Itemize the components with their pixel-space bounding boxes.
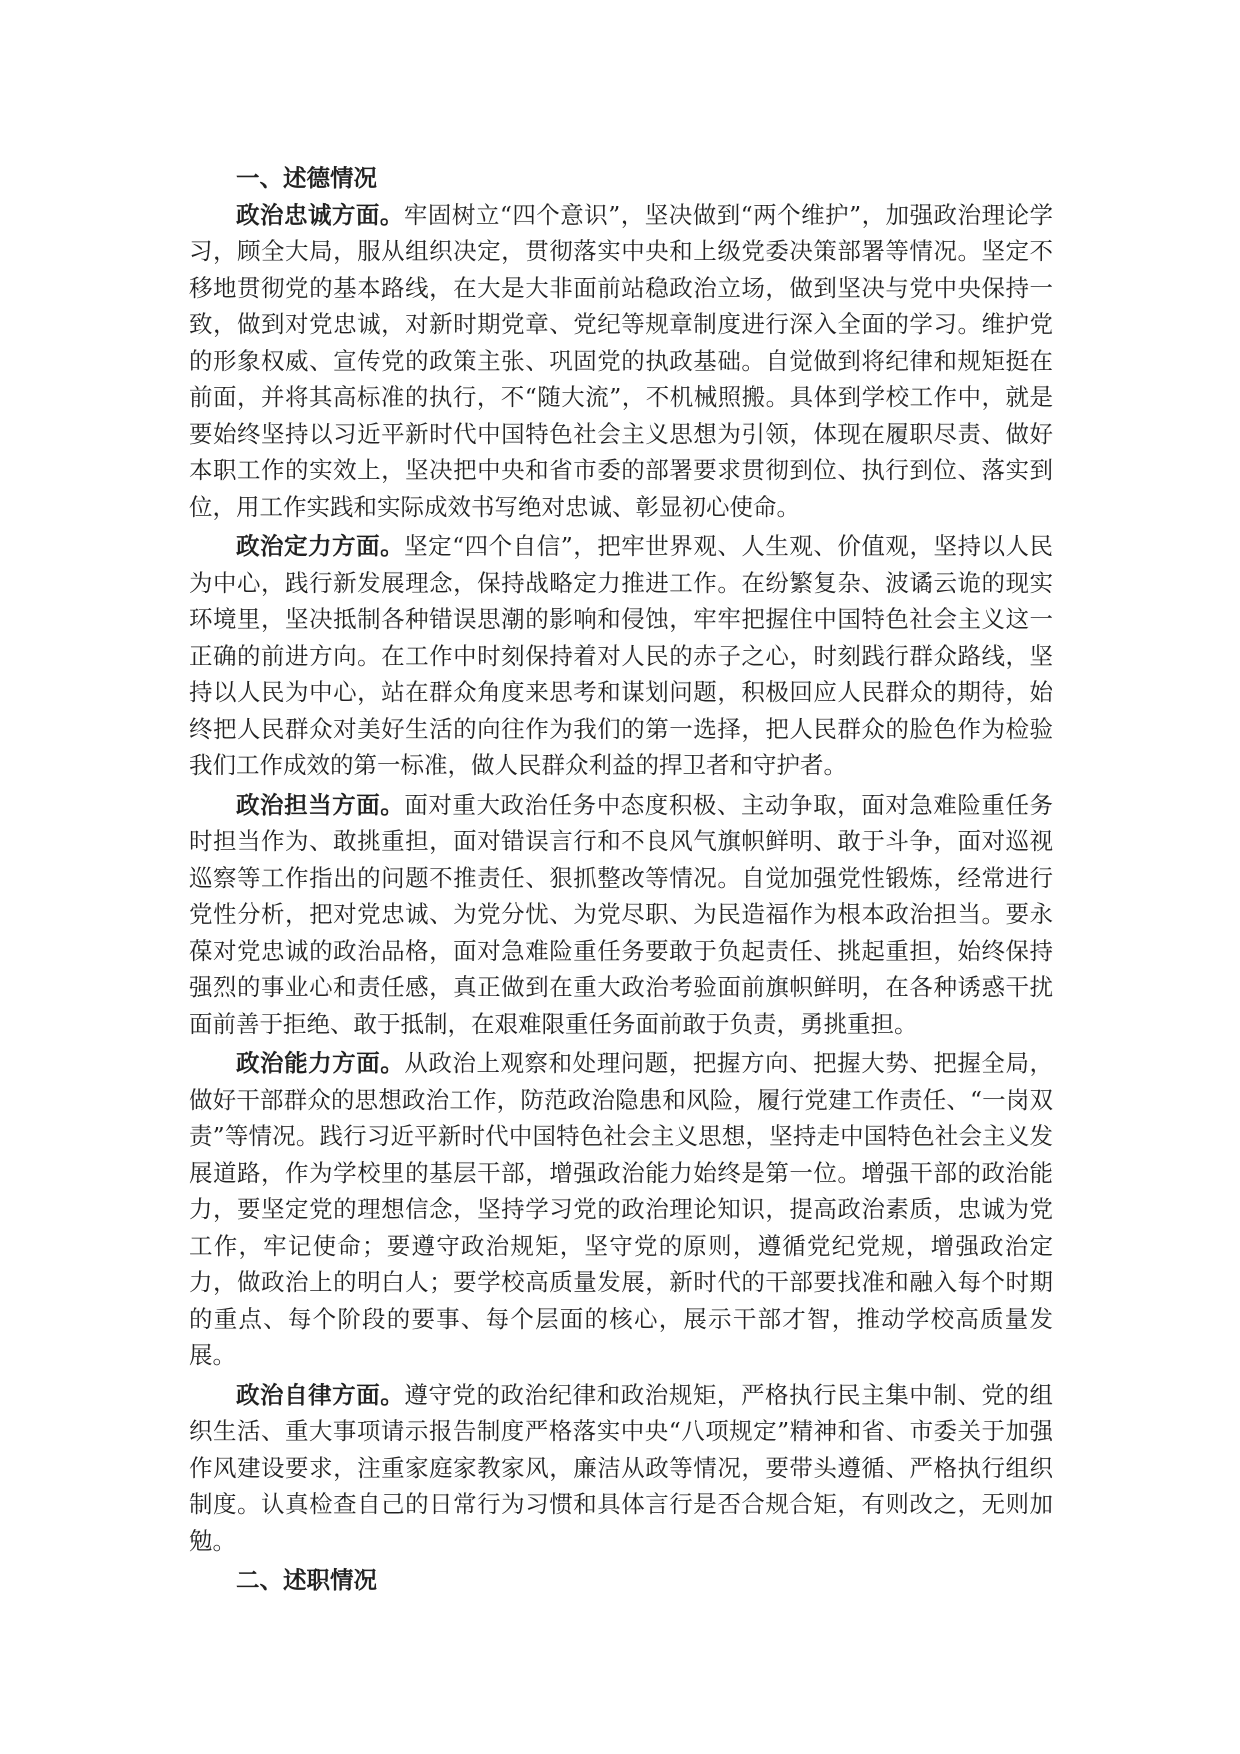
paragraph-lead: 政治自律方面。 [236, 1380, 405, 1409]
section-heading-1: 一、述德情况 [236, 164, 377, 192]
paragraph-body: 面对重大政治任务中态度积极、主动争取，面对急难险重任务时担当作为、敢挑重担，面对错误言行和不良风气旗帜鲜明、敢于斗争，面对巡视巡察等工作指出的问题不推责任、狠抓整改等情况。自觉加强党性锻炼，经常进行党性分析，把对党忠诚、为党分忧、为党尽职、为民造福作为根本政治担当。要永葆对党忠诚的政治品格，面对急难险重任务要敢于负起责任、挑起重担，始终保持强烈的事业心和责任感，真正做到在重大政治考验面前旗帜鲜明，在各种诱惑干扰面前善于拒绝、敢于抵制，在艰难限重任务面前敢于负责，勇挑重担。 [189, 790, 1054, 1038]
paragraph-political-discipline [189, 1377, 1053, 1560]
document-page [189, 160, 1053, 1599]
paragraph-body: 牢固树立“四个意识”，坚决做到“两个维护”，加强政治理论学习，顾全大局，服从组织决定，贯彻落实中央和上级党委决策部署等情况。坚定不移地贯彻党的基本路线，在大是大非面前站稳政治立场，做到坚决与党中央保持一致，做到对党忠诚，对新时期党章、党纪等规章制度进行深入全面的学习。维护党的形象权威、宣传党的政策主张、巩固党的执政基础。自觉做到将纪律和规矩挺在前面，并将其高标准的执行，不“随大流”，不机械照搬。具体到学校工作中，就是要始终坚持以习近平新时代中国特色社会主义思想为引领，体现在履职尽责、做好本职工作的实效上，坚决把中央和省市委的部署要求贯彻到位、执行到位、落实到位，用工作实践和实际成效书写绝对忠诚、彰显初心使命。 [189, 200, 1053, 521]
paragraph-lead: 政治定力方面。 [236, 532, 405, 560]
paragraph-body: 遵守党的政治纪律和政治规矩，严格执行民主集中制、党的组织生活、重大事项请示报告制度严格落实中央“八项规定”精神和省、市委关于加强作风建设要求，注重家庭家教家风，廉洁从政等情况，要带头遵循、严格执行组织制度。认真检查自己的日常行为习惯和具体言行是否合规合矩，有则改之，无则加勉。 [189, 1380, 1054, 1555]
paragraph-political-resolve [189, 528, 1053, 784]
paragraph-political-loyalty [189, 197, 1053, 526]
paragraph-lead: 政治忠诚方面。 [236, 200, 404, 229]
paragraph-lead: 政治能力方面。 [236, 1049, 405, 1077]
paragraph-political-capability [189, 1045, 1053, 1374]
paragraph-body: 从政治上观察和处理问题，把握方向、把握大势、把握全局，做好干部群众的思想政治工作，防范政治隐患和风险，履行党建工作责任、“一岗双责”等情况。践行习近平新时代中国特色社会主义思想，坚持走中国特色社会主义发展道路，作为学校里的基层干部，增强政治能力始终是第一位。增强干部的政治能力，要坚定党的理想信念，坚持学习党的政治理论知识，提高政治素质，忠诚为党工作，牢记使命；要遵守政治规矩，坚守党的原则，遵循党纪党规，增强政治定力，做政治上的明白人；要学校高质量发展，新时代的干部要找准和融入每个时期的重点、每个阶段的要事、每个层面的核心，展示干部才智，推动学校高质量发展。 [189, 1049, 1054, 1369]
paragraph-body: 坚定“四个自信”，把牢世界观、人生观、价值观，坚持以人民为中心，践行新发展理念，保持战略定力推进工作。在纷繁复杂、波谲云诡的现实环境里，坚决抵制各种错误思潮的影响和侵蚀，牢牢把握住中国特色社会主义这一正确的前进方向。在工作中时刻保持着对人民的赤子之心，时刻践行群众路线，坚持以人民为中心，站在群众角度来思考和谋划问题，积极回应人民群众的期待，始终把人民群众对美好生活的向往作为我们的第一选择，把人民群众的脸色作为检验我们工作成效的第一标准，做人民群众利益的捍卫者和守护者。 [189, 532, 1054, 779]
paragraph-lead: 政治担当方面。 [236, 790, 405, 819]
section-heading-2: 二、述职情况 [236, 1566, 377, 1594]
paragraph-political-responsibility [189, 787, 1053, 1043]
